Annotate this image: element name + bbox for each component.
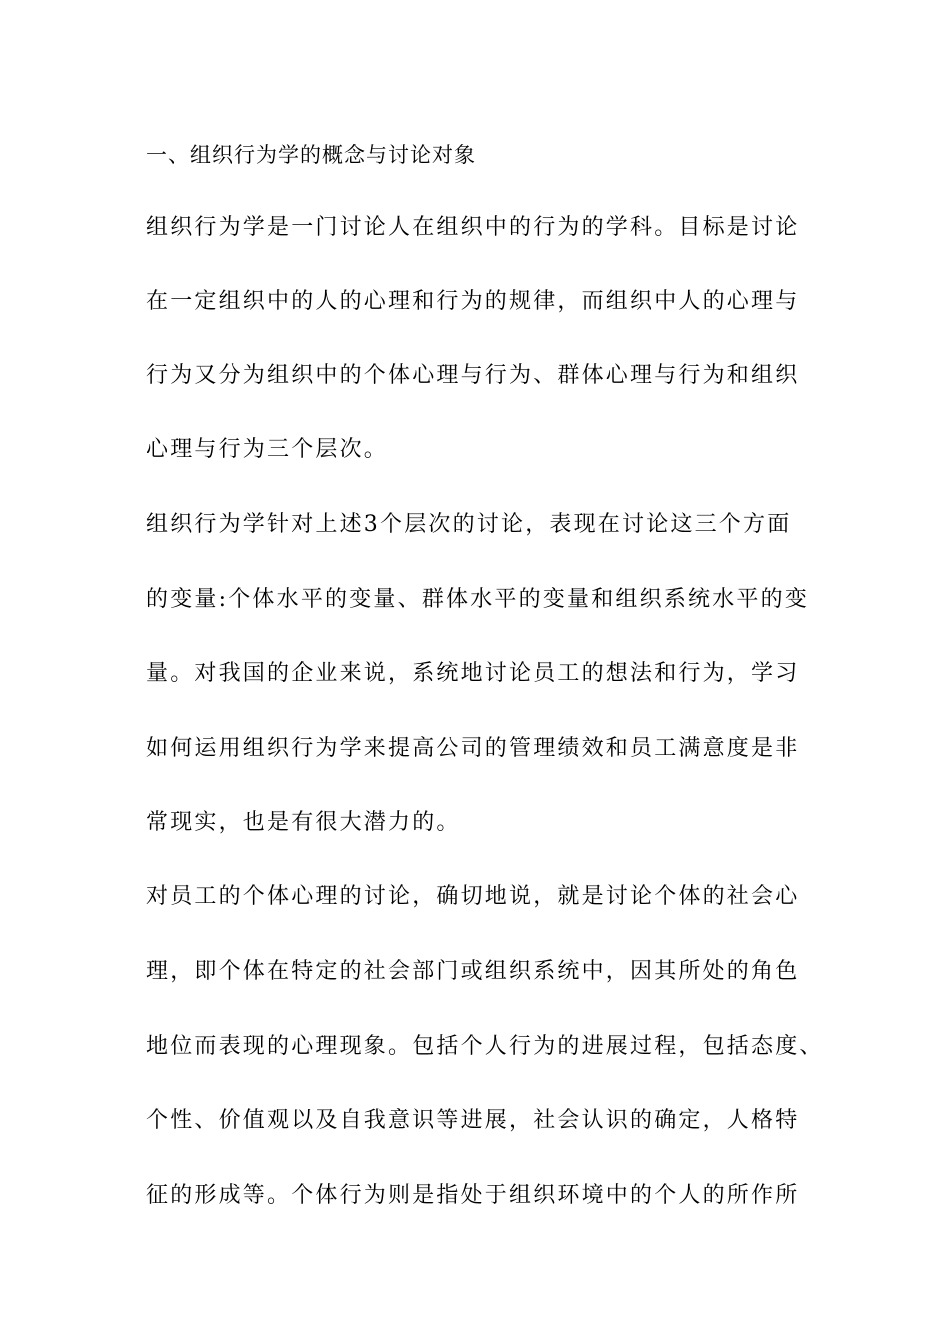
paragraph-line: 组织行为学是一门讨论人在组织中的行为的学科。目标是讨论 — [146, 215, 800, 240]
paragraph-line: 在一定组织中的人的心理和行为的规律，而组织中人的心理与 — [146, 289, 800, 314]
paragraph-line: 心理与行为三个层次。 — [146, 437, 389, 462]
paragraph-line: 如何运用组织行为学来提高公司的管理绩效和员工满意度是非 — [146, 736, 800, 761]
paragraph-line: 行为又分为组织中的个体心理与行为、群体心理与行为和组织 — [146, 363, 800, 388]
paragraph-line: 理，即个体在特定的社会部门或组织系统中，因其所处的角色 — [146, 959, 800, 984]
paragraph-line: 组织行为学针对上述3个层次的讨论，表现在讨论这三个方面 — [146, 512, 792, 537]
paragraph-line: 量。对我国的企业来说，系统地讨论员工的想法和行为，学习 — [146, 661, 800, 686]
paragraph-line: 个性、价值观以及自我意识等进展，社会认识的确定，人格特 — [146, 1108, 800, 1133]
section-heading: 一、组织行为学的概念与讨论对象 — [146, 143, 476, 167]
paragraph-line: 常现实，也是有很大潜力的。 — [146, 810, 461, 835]
paragraph-line: 对员工的个体心理的讨论，确切地说，就是讨论个体的社会心 — [146, 884, 800, 909]
paragraph-line: 地位而表现的心理现象。包括个人行为的进展过程，包括态度、 — [146, 1034, 824, 1059]
paragraph-line: 的变量:个体水平的变量、群体水平的变量和组织系统水平的变 — [146, 587, 810, 612]
paragraph-line: 征的形成等。个体行为则是指处于组织环境中的个人的所作所 — [146, 1183, 800, 1208]
